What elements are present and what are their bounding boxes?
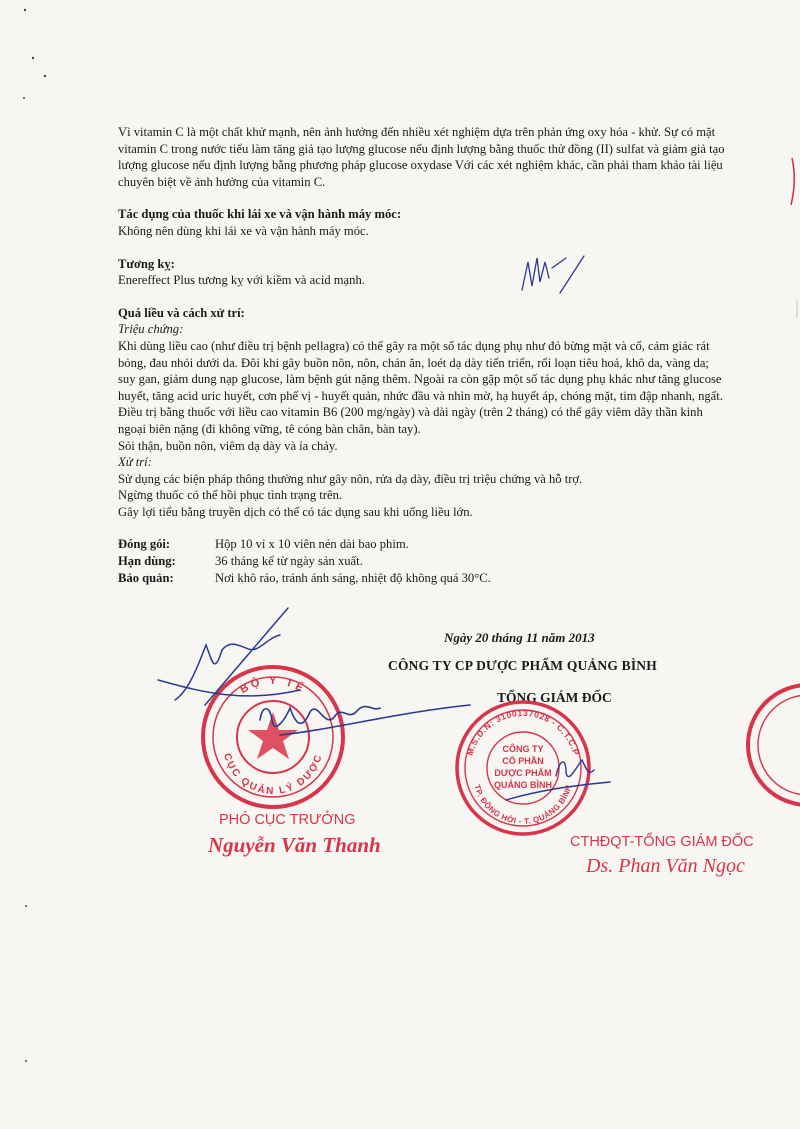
symptoms-label: Triệu chứng: bbox=[118, 322, 184, 337]
chairman-title: CTHĐQT-TỔNG GIÁM ĐỐC bbox=[570, 834, 754, 850]
partial-seal bbox=[728, 680, 800, 810]
symptoms-paragraph-3: Sỏi thận, buồn nôn, viêm dạ dày và ỉa chảy. bbox=[118, 438, 338, 453]
treatment-paragraph-2: Ngừng thuốc có thể hồi phục tình trạng trên. bbox=[118, 488, 343, 503]
chairman-name: Ds. Phan Văn Ngọc bbox=[586, 855, 745, 877]
signature-date: Ngày 20 tháng 11 năm 2013 bbox=[444, 630, 595, 645]
symptoms-paragraph-1: Khi dùng liều cao (như điều trị bệnh pellagra) có thể gây ra một số tác dụng phụ như đỏ bừng mặt và cổ, cảm giác rát bỏng, đau nhói dưới da. Đôi khi gây buồn nôn, nôn, chán ăn, loét dạ dày tiến triển, rối loạn tiêu hoá, khô da, vàng da; suy gan, giảm dung nạp glucose, làm bệnh gút nặng thêm. Ngoài ra còn gặp một số tác dụng phụ khác như tăng glucose huyết, tăng acid uric huyết, cơn phế vị - huyết quản, nhức đầu và nhìn mờ, hạ huyết áp, chóng mặt, tim đập nhanh, ngất. bbox=[118, 338, 723, 403]
right-seal-line-3: DƯỢC PHẨM bbox=[494, 768, 552, 778]
storage-value: Nơi khô ráo, tránh ánh sáng, nhiệt độ không quá 30°C. bbox=[215, 571, 491, 586]
left-seal-top-text: BỘ Y TẾ bbox=[238, 674, 308, 696]
incompatibility-heading: Tương kỵ: bbox=[118, 256, 175, 271]
packaging-label: Đóng gói: bbox=[118, 537, 171, 552]
symptoms-paragraph-2: Điều trị bằng thuốc với liều cao vitamin B6 (200 mg/ngày) và dài ngày (trên 2 tháng) có thể gây viêm dây thần kinh ngoại biên nặng (đi không vững, tê cóng bàn chân, bàn tay). bbox=[118, 405, 703, 436]
right-seal-ring-text: M.S.D.N: 3100137028 - C.T.C.P bbox=[464, 707, 582, 757]
shelf-life-label: Hạn dùng: bbox=[118, 554, 176, 569]
company-name: CÔNG TY CP DƯỢC PHẨM QUẢNG BÌNH bbox=[388, 658, 657, 673]
driving-text: Không nên dùng khi lái xe và vận hành máy móc. bbox=[118, 223, 369, 238]
incompatibility-text: Enereffect Plus tương kỵ với kiềm và acid mạnh. bbox=[118, 273, 365, 288]
left-seal-bottom-text: CỤC QUẢN LÝ DƯỢC bbox=[221, 752, 325, 798]
treatment-label: Xử trí: bbox=[118, 455, 152, 470]
treatment-paragraph-3: Gây lợi tiểu bằng truyền dịch có thể có tác dụng sau khi uống liều lớn. bbox=[118, 504, 473, 519]
deputy-title: PHÓ CỤC TRƯỞNG bbox=[219, 812, 356, 828]
deputy-name: Nguyễn Văn Thanh bbox=[208, 833, 381, 857]
right-seal-line-1: CÔNG TY bbox=[502, 744, 544, 754]
right-seal-line-4: QUẢNG BÌNH bbox=[494, 780, 552, 790]
vitamin-c-paragraph: Vì vitamin C là một chất khử mạnh, nên ảnh hưởng đến nhiều xét nghiệm dựa trên phản ứng oxy hóa - khử. Sự có mặt vitamin C trong nước tiểu làm tăng giả tạo lượng glucose nếu định lượng bằng thuốc thử đồng (II) sulfat và giảm giả tạo lượng glucose nếu định lượng bằng phương pháp glucose oxydase Với các xét nghiệm khác, cần phải tham khảo tài liệu chuyên biệt về ảnh hưởng của vitamin C. bbox=[118, 125, 725, 189]
driving-heading: Tác dụng của thuốc khi lái xe và vận hành máy móc: bbox=[118, 207, 402, 222]
packaging-value: Hộp 10 vỉ x 10 viên nén dài bao phim. bbox=[215, 537, 409, 552]
director-title: TỔNG GIÁM ĐỐC bbox=[497, 690, 612, 705]
overdose-heading: Quá liều và cách xử trí: bbox=[118, 305, 245, 320]
shelf-life-value: 36 tháng kể từ ngày sản xuất. bbox=[215, 554, 363, 569]
treatment-paragraph-1: Sử dụng các biện pháp thông thường như gây nôn, rửa dạ dày, điều trị triệu chứng và hỗ trợ. bbox=[118, 471, 583, 486]
right-seal-line-2: CỔ PHẦN bbox=[502, 756, 544, 766]
right-seal-bottom-text: TP. ĐỒNG HỚI - T. QUẢNG BÌNH bbox=[472, 783, 574, 827]
storage-label: Bảo quản: bbox=[118, 571, 174, 586]
